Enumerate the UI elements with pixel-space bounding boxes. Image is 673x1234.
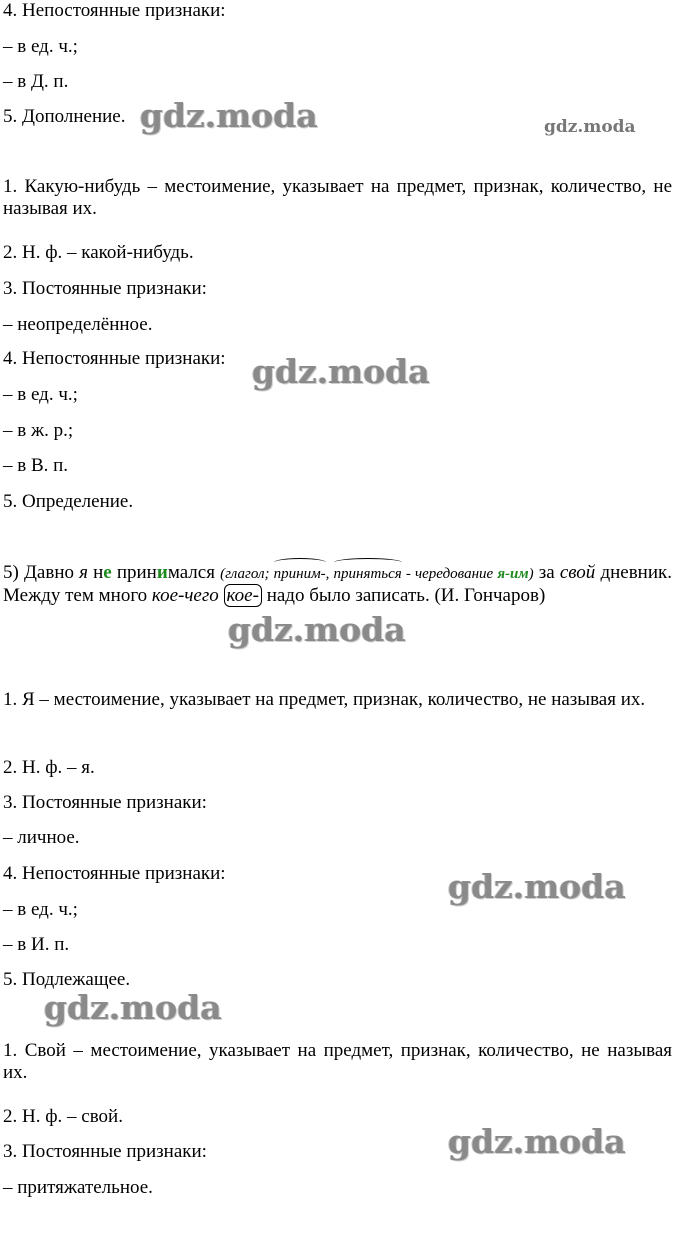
watermark-logo: gdz.moda [448, 867, 626, 906]
example-sentence: 5) Давно я не принимался (глагол; приним-, приняться - чередование я-им) за свой дневник. Между тем много кое-чего кое- надо было записать. (И. Гончаров) [3, 562, 672, 606]
text-line: 3. Постоянные признаки: [3, 278, 207, 299]
root-arc: приним- [274, 563, 326, 585]
text-line: 2. Н. ф. – я. [3, 757, 95, 778]
watermark-logo: gdz.moda [252, 352, 430, 391]
text-line: 4. Непостоянные признаки: [3, 0, 226, 21]
text-line: 2. Н. ф. – свой. [3, 1106, 123, 1127]
paragraph: 1. Я – местоимение, указывает на предмет, признак, количество, не называя их. [3, 689, 646, 710]
text-line: 2. Н. ф. – какой-нибудь. [3, 242, 194, 263]
text-line: 3. Постоянные признаки: [3, 1141, 207, 1162]
text-line: – притяжательное. [3, 1177, 153, 1198]
text-line: – личное. [3, 827, 80, 848]
text-line: 5. Дополнение. [3, 106, 126, 127]
watermark-logo: gdz.moda [228, 610, 406, 649]
text-line: – в ед. ч.; [3, 36, 78, 57]
text-line: – в В. п. [3, 455, 69, 476]
text-line: – в ед. ч.; [3, 899, 78, 920]
text-line: – в ед. ч.; [3, 384, 78, 405]
text-line: – в И. п. [3, 934, 70, 955]
text-line: 5. Определение. [3, 491, 134, 512]
watermark-logo: gdz.moda [44, 988, 222, 1027]
text-line: – неопределённое. [3, 314, 153, 335]
text-line: – в Д. п. [3, 71, 69, 92]
watermark-logo: gdz.moda [544, 117, 636, 137]
text-line: – в ж. р.; [3, 420, 74, 441]
watermark-logo: gdz.moda [448, 1122, 626, 1161]
text-line: 4. Непостоянные признаки: [3, 863, 226, 884]
watermark-logo: gdz.moda [140, 96, 318, 135]
text-line: 3. Постоянные признаки: [3, 792, 207, 813]
text-line: 4. Непостоянные признаки: [3, 348, 226, 369]
prefix-box: кое- [224, 584, 262, 607]
paragraph: 1. Какую-нибудь – местоимение, указывает на предмет, признак, количество, не называя их. [3, 176, 672, 219]
text-line: 5. Подлежащее. [3, 969, 131, 990]
root-arc: приняться [334, 563, 402, 585]
paragraph: 1. Свой – местоимение, указывает на предмет, признак, количество, не называя их. [3, 1040, 672, 1083]
